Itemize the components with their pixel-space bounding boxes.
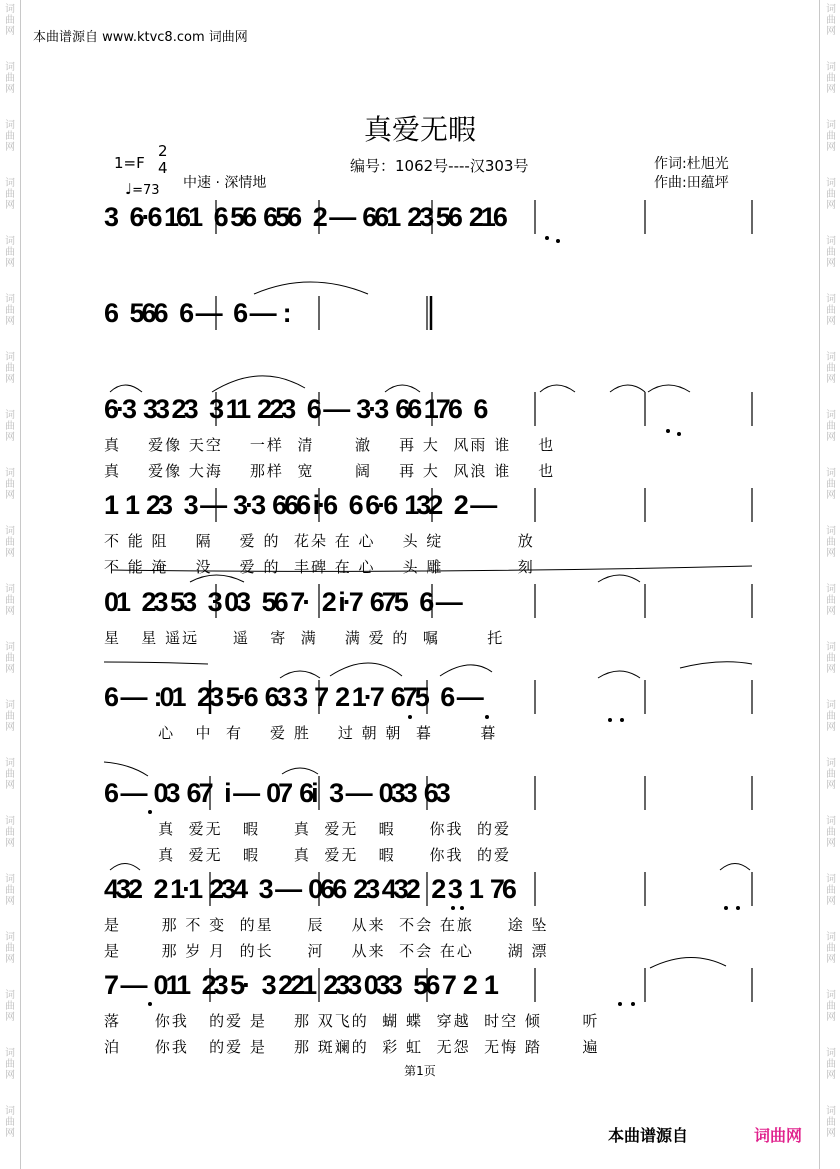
watermark-text: 词 曲 网 [5,642,15,675]
low-dot [556,239,560,243]
lyric-line: 是 那 岁 月 的长 河 从来 不会 在心 湖 漂 [104,942,549,960]
watermark-text: 词 曲 网 [5,990,15,1023]
slurs [104,282,752,968]
slur-arc [280,671,320,678]
watermark-text: 词 曲 网 [5,526,15,559]
watermark-text: 词 曲 网 [826,758,836,791]
watermark-text: 词 曲 网 [5,1048,15,1081]
lyric-line: 泊 你我 的爱 是 那 斑斓的 彩 虹 无怨 无悔 踏 遍 [104,1038,600,1056]
watermark-text: 词 曲 网 [5,294,15,327]
watermark-text: 词 曲 网 [5,874,15,907]
watermark-text: 词 曲 网 [826,584,836,617]
watermark-text: 词 曲 网 [5,352,15,385]
watermark-text: 词 曲 网 [5,410,15,443]
slur-arc [610,385,645,392]
low-dot [460,906,464,910]
notation-line: 6 566 6 — 6 — : [104,298,289,328]
slur-arc [112,566,752,571]
meter-bottom: 4 [158,159,168,177]
low-dot [545,236,549,240]
slur-arc [720,864,750,871]
watermark-text: 词 曲 网 [826,1106,836,1139]
slur-arc [540,385,575,392]
watermark-text: 词 曲 网 [5,816,15,849]
page-number: 第1页 [404,1064,436,1078]
watermark-text: 词 曲 网 [826,294,836,327]
quarter-note-icon: ♩ [125,180,133,198]
low-dot [618,1002,622,1006]
notation-line: 3 6·6 161 6 56 656 2 — 661 23 56 216 [104,202,505,232]
watermark-text: 词 曲 网 [5,178,15,211]
watermark-text: 词 曲 网 [826,642,836,675]
watermark-text: 词 曲 网 [826,700,836,733]
slur-arc [212,376,305,392]
notation-line: 6·3 33 23 3 11 223 6 — 3·3 66 176 6 [104,394,486,424]
slur-arc [650,957,726,968]
watermark-text: 词 曲 网 [5,584,15,617]
lyric-line: 是 那 不 变 的星 辰 从来 不会 在旅 途 坠 [104,916,549,934]
lyric-line: 不 能 阻 隔 爱 的 花朵 在 心 头 绽 放 [104,532,535,550]
notation-line: 1 1 23 3 — 3·3 666 i·6 6 6·6 132 2 — [104,490,495,520]
watermark-text: 词 曲 网 [5,1106,15,1139]
low-dot [608,718,612,722]
low-dot [631,1002,635,1006]
slur-arc [385,385,420,392]
low-dot [408,715,412,719]
lyric-line: 真 爱像 大海 那样 宽 阔 再 大 风浪 谁 也 [104,462,556,480]
watermark-text: 词 曲 网 [826,352,836,385]
footer-source: 本曲谱源自 [608,1126,689,1145]
lyric-line: 不 能 淹 没 爱 的 丰碑 在 心 头 雕 刻 [104,558,535,576]
watermark-text: 词 曲 网 [5,758,15,791]
lyric-line: 真 爱无 暇 真 爱无 暇 你我 的爱 [104,820,512,838]
page-title: 真爱无暇 [363,113,476,146]
composer: 作曲:田蕴坪 [654,175,729,191]
watermark-text: 词 曲 网 [826,990,836,1023]
tempo-mark: ♩=73 [125,180,160,198]
watermark-text: 词 曲 网 [826,120,836,153]
slur-arc [440,665,492,676]
watermark-text: 词 曲 网 [5,236,15,269]
slur-arc [598,671,640,678]
tie-arc [254,282,368,294]
low-dot [148,810,152,814]
slur-arc [110,385,142,392]
watermark-text: 词 曲 网 [5,932,15,965]
low-dot [677,432,681,436]
watermark-text: 词 曲 网 [5,700,15,733]
lyric-line: 心 中 有 爱 胜 过 朝 朝 暮 暮 [104,724,498,742]
watermark-text: 词 曲 网 [826,932,836,965]
slur-arc [680,662,752,668]
tie-arc [104,762,148,776]
watermark-text: 词 曲 网 [826,62,836,95]
watermark-text: 词 曲 网 [826,874,836,907]
watermark-text: 词 曲 网 [826,236,836,269]
low-dot [451,906,455,910]
slur-arc [190,575,244,582]
tie-arc [104,662,208,664]
watermark-text: 词 曲 网 [5,468,15,501]
notation-line: 6 — :01 23 5·6 63 3 7 2 1·7 675 6 — [104,682,481,712]
slur-arc [110,864,140,871]
notation-line: 432 2 1·1 234 3 — 066 23 432 2 3 1 76 [104,874,514,904]
meter-top: 2 [158,142,168,160]
lyric-line: 真 爱无 暇 真 爱无 暇 你我 的爱 [104,846,512,864]
low-dot [485,715,489,719]
footer-brand-link[interactable]: 词曲网 [754,1126,803,1145]
watermark-text: 词 曲 网 [826,178,836,211]
slur-arc [648,385,690,392]
notation-line: 01 23 53 3 03 56 7· 2 i·7 675 6 — [104,587,460,617]
key-signature: 1=F [114,154,145,172]
low-dot [724,906,728,910]
slur-arc [598,575,640,582]
low-dot [666,429,670,433]
slur-arc [282,768,318,774]
watermark-text: 词 曲 网 [5,62,15,95]
lyric-line: 星 星 遥远 遥 寄 满 满 爱 的 嘱 托 [104,629,505,647]
notation-line: 6 — 03 67 i — 07 6i 3 — 033 63 [104,778,448,808]
watermark-text: 词 曲 网 [826,526,836,559]
source-header: 本曲谱源自 www.ktvc8.com 词曲网 [33,30,248,45]
watermark-text: 词 曲 网 [5,4,15,37]
speed-marking: 中速 · 深情地 [183,175,267,191]
slur-arc [330,663,402,676]
song-code: 编号：1062号----汉303号 [350,157,529,175]
watermark-text: 词 曲 网 [826,410,836,443]
watermark-text: 词 曲 网 [826,816,836,849]
octave-dots [148,236,740,1006]
lyric-line: 真 爱像 天空 一样 清 澈 再 大 风雨 谁 也 [104,436,556,454]
bar-lines [210,200,752,1002]
lyricist: 作词:杜旭光 [654,156,729,172]
notation-line: 7 — 011 23 5· 3 221 233 033 56 7 2 1 [104,970,496,1000]
low-dot [148,1002,152,1006]
lyric-line: 落 你我 的爱 是 那 双飞的 蝴 蝶 穿越 时空 倾 听 [104,1012,600,1030]
low-dot [620,718,624,722]
watermark-text: 词 曲 网 [826,4,836,37]
watermark-text: 词 曲 网 [826,468,836,501]
watermark-text: 词 曲 网 [826,1048,836,1081]
low-dot [736,906,740,910]
watermark-text: 词 曲 网 [5,120,15,153]
